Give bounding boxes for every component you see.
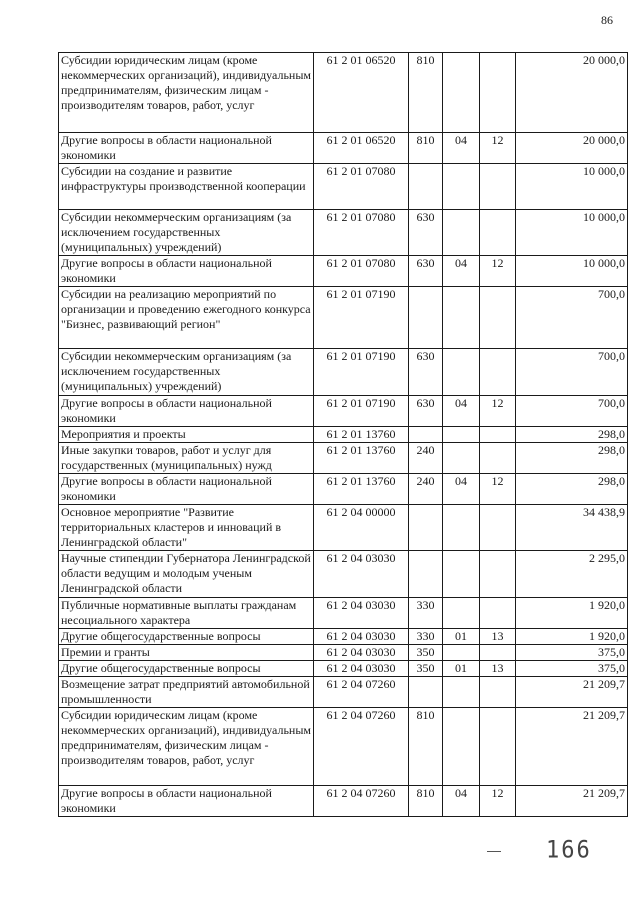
row-expense-type: 630 bbox=[409, 396, 443, 427]
row-section bbox=[443, 210, 480, 256]
table-row bbox=[59, 505, 628, 551]
row-target-code: 61 2 04 03030 bbox=[314, 598, 409, 629]
table-row bbox=[59, 396, 628, 427]
row-subsection bbox=[480, 53, 516, 133]
row-section bbox=[443, 427, 480, 443]
table-row bbox=[59, 661, 628, 677]
row-target-code: 61 2 01 07190 bbox=[314, 349, 409, 396]
row-amount: 700,0 bbox=[516, 396, 628, 427]
row-subsection bbox=[480, 708, 516, 786]
row-amount: 21 209,7 bbox=[516, 677, 628, 708]
row-target-code: 61 2 01 13760 bbox=[314, 443, 409, 474]
row-target-code: 61 2 01 07080 bbox=[314, 256, 409, 287]
row-amount: 1 920,0 bbox=[516, 629, 628, 645]
row-name: Субсидии некоммерческим организациям (за исключением государственных (муниципальных) учреждений) bbox=[59, 349, 314, 396]
row-section bbox=[443, 349, 480, 396]
row-subsection: 13 bbox=[480, 629, 516, 645]
row-section: 01 bbox=[443, 629, 480, 645]
row-amount: 375,0 bbox=[516, 661, 628, 677]
row-expense-type bbox=[409, 164, 443, 210]
row-subsection bbox=[480, 598, 516, 629]
row-target-code: 61 2 01 13760 bbox=[314, 474, 409, 505]
row-expense-type: 240 bbox=[409, 443, 443, 474]
row-amount: 10 000,0 bbox=[516, 256, 628, 287]
row-name: Субсидии юридическим лицам (кроме некоммерческих организаций), индивидуальным предпринимателям, физическим лицам - производителям товаров, работ, услуг bbox=[59, 708, 314, 786]
row-amount: 21 209,7 bbox=[516, 786, 628, 817]
budget-table-body bbox=[59, 53, 628, 817]
row-name: Субсидии на создание и развитие инфраструктуры производственной кооперации bbox=[59, 164, 314, 210]
row-target-code: 61 2 01 07080 bbox=[314, 164, 409, 210]
row-name: Основное мероприятие "Развитие территориальных кластеров и инноваций в Ленинградской области" bbox=[59, 505, 314, 551]
row-section: 04 bbox=[443, 396, 480, 427]
row-expense-type: 810 bbox=[409, 708, 443, 786]
row-subsection bbox=[480, 210, 516, 256]
row-subsection: 12 bbox=[480, 786, 516, 817]
row-target-code: 61 2 04 00000 bbox=[314, 505, 409, 551]
row-expense-type: 350 bbox=[409, 645, 443, 661]
row-subsection bbox=[480, 551, 516, 598]
row-target-code: 61 2 01 06520 bbox=[314, 53, 409, 133]
row-target-code: 61 2 04 03030 bbox=[314, 629, 409, 645]
row-subsection bbox=[480, 427, 516, 443]
table-row bbox=[59, 708, 628, 786]
row-section bbox=[443, 53, 480, 133]
row-amount: 298,0 bbox=[516, 474, 628, 505]
row-subsection: 12 bbox=[480, 396, 516, 427]
footer-dash bbox=[487, 851, 501, 852]
row-target-code: 61 2 01 07080 bbox=[314, 210, 409, 256]
table-row bbox=[59, 629, 628, 645]
row-amount: 700,0 bbox=[516, 287, 628, 349]
row-subsection bbox=[480, 677, 516, 708]
row-section bbox=[443, 677, 480, 708]
row-expense-type: 350 bbox=[409, 661, 443, 677]
row-expense-type: 330 bbox=[409, 629, 443, 645]
row-subsection: 12 bbox=[480, 474, 516, 505]
row-section: 04 bbox=[443, 133, 480, 164]
page-stamp: 166 bbox=[546, 836, 592, 865]
row-section bbox=[443, 443, 480, 474]
row-target-code: 61 2 04 07260 bbox=[314, 708, 409, 786]
table-row bbox=[59, 256, 628, 287]
row-section: 01 bbox=[443, 661, 480, 677]
row-name: Научные стипендии Губернатора Ленинградской области ведущим и молодым ученым Ленинградской области bbox=[59, 551, 314, 598]
row-name: Субсидии юридическим лицам (кроме некоммерческих организаций), индивидуальным предпринимателям, физическим лицам - производителям товаров, работ, услуг bbox=[59, 53, 314, 133]
row-target-code: 61 2 04 03030 bbox=[314, 661, 409, 677]
row-target-code: 61 2 04 07260 bbox=[314, 677, 409, 708]
row-amount: 298,0 bbox=[516, 427, 628, 443]
table-row bbox=[59, 474, 628, 505]
row-name: Другие вопросы в области национальной экономики bbox=[59, 474, 314, 505]
row-amount: 700,0 bbox=[516, 349, 628, 396]
table-row bbox=[59, 164, 628, 210]
row-section bbox=[443, 164, 480, 210]
row-target-code: 61 2 01 07190 bbox=[314, 396, 409, 427]
table-row bbox=[59, 598, 628, 629]
row-name: Другие общегосударственные вопросы bbox=[59, 629, 314, 645]
table-row bbox=[59, 443, 628, 474]
row-subsection bbox=[480, 164, 516, 210]
row-section: 04 bbox=[443, 474, 480, 505]
row-section bbox=[443, 551, 480, 598]
row-name: Другие вопросы в области национальной экономики bbox=[59, 133, 314, 164]
row-target-code: 61 2 01 13760 bbox=[314, 427, 409, 443]
row-name: Субсидии некоммерческим организациям (за исключением государственных (муниципальных) учреждений) bbox=[59, 210, 314, 256]
row-expense-type: 810 bbox=[409, 786, 443, 817]
row-name: Иные закупки товаров, работ и услуг для государственных (муниципальных) нужд bbox=[59, 443, 314, 474]
row-expense-type bbox=[409, 427, 443, 443]
row-section bbox=[443, 287, 480, 349]
row-expense-type bbox=[409, 551, 443, 598]
table-row bbox=[59, 677, 628, 708]
row-subsection bbox=[480, 287, 516, 349]
row-expense-type: 330 bbox=[409, 598, 443, 629]
row-expense-type: 240 bbox=[409, 474, 443, 505]
row-expense-type: 810 bbox=[409, 53, 443, 133]
row-amount: 298,0 bbox=[516, 443, 628, 474]
row-section bbox=[443, 645, 480, 661]
row-target-code: 61 2 01 07190 bbox=[314, 287, 409, 349]
row-amount: 2 295,0 bbox=[516, 551, 628, 598]
row-name: Премии и гранты bbox=[59, 645, 314, 661]
row-amount: 20 000,0 bbox=[516, 133, 628, 164]
row-subsection bbox=[480, 443, 516, 474]
row-name: Мероприятия и проекты bbox=[59, 427, 314, 443]
row-expense-type: 810 bbox=[409, 133, 443, 164]
table-row bbox=[59, 210, 628, 256]
row-target-code: 61 2 04 07260 bbox=[314, 786, 409, 817]
page-number: 86 bbox=[601, 13, 613, 27]
row-subsection: 12 bbox=[480, 256, 516, 287]
table-row bbox=[59, 551, 628, 598]
row-amount: 20 000,0 bbox=[516, 53, 628, 133]
row-expense-type: 630 bbox=[409, 349, 443, 396]
row-amount: 21 209,7 bbox=[516, 708, 628, 786]
row-target-code: 61 2 01 06520 bbox=[314, 133, 409, 164]
row-target-code: 61 2 04 03030 bbox=[314, 551, 409, 598]
row-expense-type bbox=[409, 505, 443, 551]
row-name: Другие вопросы в области национальной экономики bbox=[59, 256, 314, 287]
row-name: Публичные нормативные выплаты гражданам несоциального характера bbox=[59, 598, 314, 629]
table-row bbox=[59, 645, 628, 661]
row-name: Субсидии на реализацию мероприятий по организации и проведению ежегодного конкурса "Бизнес, развивающий регион" bbox=[59, 287, 314, 349]
row-expense-type: 630 bbox=[409, 256, 443, 287]
table-row bbox=[59, 53, 628, 133]
budget-table bbox=[58, 52, 628, 817]
row-subsection bbox=[480, 349, 516, 396]
row-section: 04 bbox=[443, 256, 480, 287]
row-expense-type bbox=[409, 287, 443, 349]
row-section bbox=[443, 708, 480, 786]
table-row bbox=[59, 287, 628, 349]
row-subsection: 13 bbox=[480, 661, 516, 677]
row-amount: 375,0 bbox=[516, 645, 628, 661]
table-row bbox=[59, 427, 628, 443]
row-name: Возмещение затрат предприятий автомобильной промышленности bbox=[59, 677, 314, 708]
row-expense-type bbox=[409, 677, 443, 708]
row-subsection: 12 bbox=[480, 133, 516, 164]
row-section: 04 bbox=[443, 786, 480, 817]
row-name: Другие вопросы в области национальной экономики bbox=[59, 786, 314, 817]
row-amount: 10 000,0 bbox=[516, 210, 628, 256]
row-amount: 34 438,9 bbox=[516, 505, 628, 551]
row-amount: 10 000,0 bbox=[516, 164, 628, 210]
row-target-code: 61 2 04 03030 bbox=[314, 645, 409, 661]
row-amount: 1 920,0 bbox=[516, 598, 628, 629]
row-subsection bbox=[480, 505, 516, 551]
table-row bbox=[59, 349, 628, 396]
row-section bbox=[443, 598, 480, 629]
row-section bbox=[443, 505, 480, 551]
row-expense-type: 630 bbox=[409, 210, 443, 256]
row-name: Другие вопросы в области национальной экономики bbox=[59, 396, 314, 427]
table-row bbox=[59, 133, 628, 164]
table-row bbox=[59, 786, 628, 817]
row-name: Другие общегосударственные вопросы bbox=[59, 661, 314, 677]
row-subsection bbox=[480, 645, 516, 661]
